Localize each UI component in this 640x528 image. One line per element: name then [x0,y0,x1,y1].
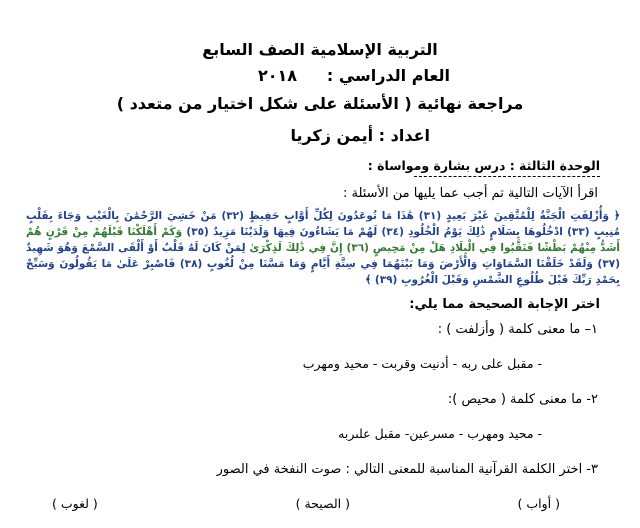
author-line: اعداد : أيمن زكريا [290,126,430,145]
question-1-options: - مقبل على ربه - أدنيت وقربت - محيد ومهرب [302,356,542,371]
question-2: ٢- ما معنى كلمة ( محيص ): [447,392,598,407]
academic-year-value: ٢٠١٨ [258,66,298,85]
answer-option-3: ( لغوب ) [52,496,98,511]
verses-part-1: ﴿ وَأُزْلِفَتِ الْجَنَّةُ لِلْمُتَّقِينَ غَيْرَ بَعِيدٍ (٣١) هَٰذَا مَا تُوعَدُونَ لِكُلِّ أَوَّابٍ حَفِيظٍ (٣٢) مَنْ خَشِيَ الرَّحْمَٰنَ بِالْغَيْبِ وَجَاءَ بِقَلْبٍ مُنِيبٍ (٣٣) ادْخُلُوهَا بِسَلَامٍ ذَٰلِكَ يَوْمُ الْخُلُودِ (٣٤) لَهُمْ مَا يَشَاءُونَ فِيهَا وَلَدَيْنَا مَزِيدٌ (٣٥) [26,210,621,238]
quran-verses [26,208,620,288]
document-title: التربية الإسلامية الصف السابع [202,40,438,59]
review-subtitle: مراجعة نهائية ( الأسئلة على شكل اختيار من متعدد ) [116,94,524,113]
answer-option-2: ( الصيحة ) [295,496,350,511]
verses-part-3: لِمَنْ كَانَ لَهُ قَلْبٌ أَوْ أَلْقَى السَّمْعَ وَهُوَ شَهِيدٌ (٣٧) وَلَقَدْ خَلَقْنَا السَّمَاوَاتِ وَالْأَرْضَ وَمَا بَيْنَهُمَا فِي سِتَّةِ أَيَّامٍ وَمَا مَسَّنَا مِنْ لُغُوبٍ (٣٨) فَاصْبِرْ عَلَىٰ مَا يَقُولُونَ وَسَبِّحْ بِحَمْدِ رَبِّكَ قَبْلَ طُلُوعِ الشَّمْسِ وَقَبْلَ الْغُرُوبِ (٣٩) ﴾ [26,242,620,286]
question-1: ١– ما معنى كلمة ( وأزلفت ) : [437,322,598,337]
question-2-options: - محيد ومهرب - مسرعين- مقبل علىربه [338,426,542,441]
question-3-answers [40,496,600,516]
question-3: ٣- اختر الكلمة القرآنية المناسبة للمعنى التالي : صوت النفخة في الصور [216,462,598,477]
reading-instruction: اقرأ الآيات التالية تم أجب عما يليها من الأسئلة : [342,186,598,201]
unit-heading: الوحدة الثالثة : درس بشارة ومواساة : [367,158,600,173]
section-title: اختر الإجابة الصحيحة مما يلي: [409,297,600,312]
academic-year-label: العام الدراسي : [326,66,450,85]
unit-underline [414,176,600,177]
verses-part-2: وَكَمْ أَهْلَكْنَا قَبْلَهُمْ مِنْ قَرْنٍ هُمْ أَشَدُّ مِنْهُمْ بَطْشًا فَنَقَّبُوا فِي الْبِلَادِ هَلْ مِنْ مَحِيصٍ (٣٦) إِنَّ فِي ذَٰلِكَ لَذِكْرَىٰ [26,226,620,254]
answer-option-1: ( أواب ) [517,496,560,511]
